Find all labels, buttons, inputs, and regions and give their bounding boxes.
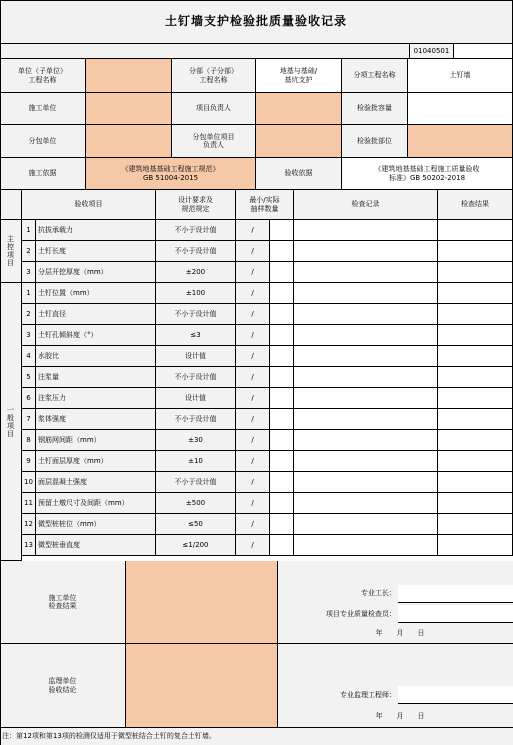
sampling-col-header: 最小/实际 抽样数量 [236,190,294,220]
item-record[interactable] [294,220,438,241]
item-name: 注浆压力 [36,388,156,409]
sub-contractor-field[interactable] [86,125,172,158]
item-result[interactable] [438,430,513,451]
item-sampling[interactable]: / [236,304,270,325]
footnote: 注：第12项和第13项的检测仅适用于微型桩结合土钉的复合土钉墙。 [0,728,513,745]
item-number: 3 [22,325,36,346]
item-name: 土钉面层厚度（mm） [36,451,156,472]
item-sampling-actual[interactable] [270,304,294,325]
foreman-field[interactable] [398,585,513,603]
item-record[interactable] [294,451,438,472]
item-sampling-actual[interactable] [270,367,294,388]
group-col-header [0,190,22,220]
item-result[interactable] [438,262,513,283]
qc-label: 项目专业质量检查员： [278,604,398,624]
division-value[interactable]: 地基与基础/ 基坑支护 [256,59,342,93]
item-sampling-actual[interactable] [270,346,294,367]
pm-label: 项目负责人 [172,93,256,125]
item-name: 预留土墩尺寸及间距（mm） [36,493,156,514]
item-sampling-actual[interactable] [270,430,294,451]
item-sampling[interactable]: / [236,535,270,556]
item-record[interactable] [294,493,438,514]
unit-name-field[interactable] [86,59,172,93]
item-name: 土钉长度 [36,241,156,262]
item-sampling[interactable]: / [236,472,270,493]
item-spec: ±10 [156,451,236,472]
item-name: 微型桩桩位（mm） [36,514,156,535]
item-record[interactable] [294,430,438,451]
item-number: 2 [22,304,36,325]
engineer-label: 专业监理工程师： [278,686,398,704]
form-code-spacer [0,44,410,59]
contractor-check-label: 施工单位 检查结果 [0,561,126,644]
item-sampling-actual[interactable] [270,220,294,241]
item-record[interactable] [294,409,438,430]
item-number: 5 [22,367,36,388]
item-number: 11 [22,493,36,514]
item-number: 8 [22,430,36,451]
item-result[interactable] [438,409,513,430]
item-result[interactable] [438,514,513,535]
item-sampling-actual[interactable] [270,535,294,556]
qc-field[interactable] [398,605,513,623]
batch-qty-field[interactable] [408,93,513,125]
item-sampling-actual[interactable] [270,493,294,514]
page-title: 土钉墙支护检验批质量验收记录 [0,0,513,44]
item-record[interactable] [294,472,438,493]
batch-part-field[interactable] [408,125,513,158]
basis-label: 施工依据 [0,158,86,190]
item-spec: 不小于设计值 [156,367,236,388]
item-record[interactable] [294,304,438,325]
subitem-value[interactable]: 土钉墙 [408,59,513,93]
pm-field[interactable] [256,93,342,125]
item-spec: 不小于设计值 [156,472,236,493]
item-sampling[interactable]: / [236,514,270,535]
supervisor-date: 年 月 日 [340,708,460,725]
item-spec: ≤1/200 [156,535,236,556]
acceptance-label: 验收依据 [256,158,342,190]
item-spec: 不小于设计值 [156,409,236,430]
item-spec: 不小于设计值 [156,220,236,241]
acceptance-value: 《建筑地基基础工程施工质量验收 标准》GB 50202-2018 [342,158,513,190]
sub-contractor-label: 分包单位 [0,125,86,158]
item-record[interactable] [294,241,438,262]
form-code-input[interactable] [454,44,513,59]
item-spec: ≤50 [156,514,236,535]
engineer-field[interactable] [398,686,513,704]
contractor-check-result[interactable] [126,561,278,644]
item-sampling[interactable]: / [236,220,270,241]
item-sampling[interactable]: / [236,388,270,409]
supervisor-conclusion-label: 监理单位 验收结论 [0,644,126,728]
item-record[interactable] [294,262,438,283]
item-record[interactable] [294,346,438,367]
item-number: 1 [22,283,36,304]
item-name: 土钉孔倾斜度（°） [36,325,156,346]
contractor-label: 施工单位 [0,93,86,125]
item-number: 6 [22,388,36,409]
item-result[interactable] [438,493,513,514]
item-result[interactable] [438,220,513,241]
record-col-header: 检查记录 [294,190,438,220]
item-spec: 设计值 [156,346,236,367]
item-spec: ≤3 [156,325,236,346]
item-spec: 不小于设计值 [156,241,236,262]
item-name: 土钉直径 [36,304,156,325]
item-result[interactable] [438,472,513,493]
item-spec: ±500 [156,493,236,514]
item-result[interactable] [438,325,513,346]
item-number: 3 [22,262,36,283]
item-spec: ±200 [156,262,236,283]
item-result[interactable] [438,241,513,262]
item-sampling-actual[interactable] [270,451,294,472]
sub-pm-label: 分包单位项目 负责人 [172,125,256,158]
item-name: 抗拔承载力 [36,220,156,241]
item-number: 9 [22,451,36,472]
batch-part-label: 检验批部位 [342,125,408,158]
item-sampling-actual[interactable] [270,262,294,283]
item-name: 微型桩垂直度 [36,535,156,556]
basis-value[interactable]: 《建筑地基基础工程施工规范》 GB 51004-2015 [86,158,256,190]
item-result[interactable] [438,451,513,472]
main-control-group-label: 主控项目 [0,220,22,283]
result-col-header: 检查结果 [438,190,513,220]
contractor-date: 年 月 日 [340,625,460,642]
item-sampling[interactable]: / [236,430,270,451]
frame-left [0,0,1,745]
item-result[interactable] [438,304,513,325]
item-sampling-actual[interactable] [270,241,294,262]
item-number: 2 [22,241,36,262]
supervisor-conclusion[interactable] [126,644,278,728]
item-sampling-actual[interactable] [270,325,294,346]
item-sampling[interactable]: / [236,493,270,514]
item-spec: ±30 [156,430,236,451]
item-record[interactable] [294,325,438,346]
item-record[interactable] [294,283,438,304]
item-spec: 不小于设计值 [156,304,236,325]
item-result[interactable] [438,388,513,409]
item-sampling-actual[interactable] [270,409,294,430]
spec-col-header: 设计要求及 规范规定 [156,190,236,220]
item-number: 13 [22,535,36,556]
item-number: 4 [22,346,36,367]
item-name: 分层开挖厚度（mm） [36,262,156,283]
general-group-label: 一般项目 [0,283,22,561]
form-code: 01040501 [410,44,454,59]
item-record[interactable] [294,535,438,556]
item-record[interactable] [294,388,438,409]
item-sampling[interactable]: / [236,262,270,283]
item-sampling[interactable]: / [236,325,270,346]
item-col-header: 验收项目 [22,190,156,220]
item-name: 土钉位置（mm） [36,283,156,304]
item-record[interactable] [294,514,438,535]
item-sampling[interactable]: / [236,409,270,430]
subitem-label: 分项工程名称 [342,59,408,93]
unit-label: 单位（子单位） 工程名称 [0,59,86,93]
item-name: 水胶比 [36,346,156,367]
item-sampling-actual[interactable] [270,388,294,409]
frame-top [0,0,513,1]
item-name: 浆体强度 [36,409,156,430]
item-name: 注浆量 [36,367,156,388]
item-result[interactable] [438,367,513,388]
item-number: 10 [22,472,36,493]
item-number: 7 [22,409,36,430]
item-name: 钢筋网间距（mm） [36,430,156,451]
contractor-field[interactable] [86,93,172,125]
item-sampling[interactable]: / [236,451,270,472]
item-number: 12 [22,514,36,535]
sub-pm-field[interactable] [256,125,342,158]
division-label: 分部（子分部） 工程名称 [172,59,256,93]
item-record[interactable] [294,367,438,388]
item-name: 面层混凝土强度 [36,472,156,493]
item-result[interactable] [438,283,513,304]
item-sampling[interactable]: / [236,346,270,367]
item-sampling-actual[interactable] [270,283,294,304]
item-result[interactable] [438,346,513,367]
item-spec: ±100 [156,283,236,304]
item-sampling[interactable]: / [236,283,270,304]
item-result[interactable] [438,535,513,556]
item-sampling[interactable]: / [236,367,270,388]
foreman-label: 专业工长： [278,583,398,603]
item-number: 1 [22,220,36,241]
batch-qty-label: 检验批容量 [342,93,408,125]
item-sampling-actual[interactable] [270,514,294,535]
item-sampling[interactable]: / [236,241,270,262]
item-sampling-actual[interactable] [270,472,294,493]
item-spec: 设计值 [156,388,236,409]
